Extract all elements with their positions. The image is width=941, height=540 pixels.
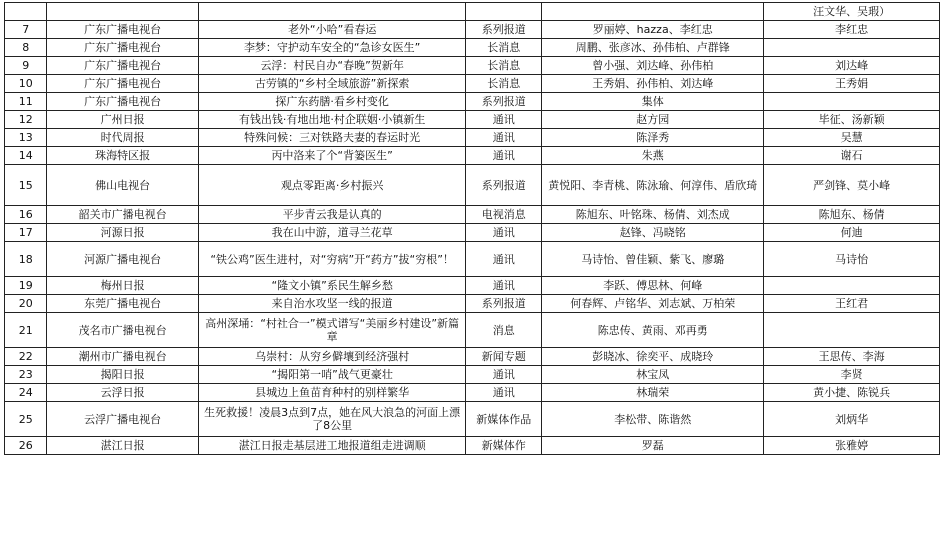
cell-outlet: 潮州市广播电视台 [47,348,198,366]
cell-no: 19 [5,277,47,295]
cell-editors: 刘炳华 [764,402,940,437]
cell-title: “隆文小镇”系民生解乡愁 [198,277,466,295]
cell-editors: 马诗怡 [764,242,940,277]
cell-type: 电视消息 [466,206,542,224]
cell-editors: 李红忠 [764,21,940,39]
cell-no: 11 [5,93,47,111]
cell-authors: 赵方园 [542,111,764,129]
table-row [5,295,940,313]
cell-editors [764,93,940,111]
cell-no: 9 [5,57,47,75]
cell-no: 13 [5,129,47,147]
table-row [5,384,940,402]
cell-title: 来自治水攻坚一线的报道 [198,295,466,313]
cell-editors [764,313,940,348]
table-row [5,277,940,295]
cell-authors: 林瑞荣 [542,384,764,402]
cell-editors: 吴慧 [764,129,940,147]
cell-title: 探广东药膳·看乡村变化 [198,93,466,111]
cell-title: 特殊问候：三对铁路夫妻的春运时光 [198,129,466,147]
cell-title: “铁公鸡”医生进村，对“穷病”开“药方”拔“穷根”！ [198,242,466,277]
cell-outlet: 河源广播电视台 [47,242,198,277]
cell-editors: 毕征、汤新颖 [764,111,940,129]
cell-outlet: 广东广播电视台 [47,21,198,39]
cell-type: 通讯 [466,224,542,242]
cell-outlet [47,3,198,21]
cell-editors [764,39,940,57]
cell-editors [764,277,940,295]
cell-editors: 李贤 [764,366,940,384]
cell-type: 通讯 [466,129,542,147]
cell-type: 新媒体作品 [466,402,542,437]
cell-outlet: 时代周报 [47,129,198,147]
cell-editors: 汪文华、吴瑕） [764,3,940,21]
table-row [5,366,940,384]
cell-authors: 陈忠传、黄雨、邓再勇 [542,313,764,348]
table-row [5,21,940,39]
cell-editors: 黄小捷、陈锐兵 [764,384,940,402]
cell-editors: 刘达峰 [764,57,940,75]
cell-editors: 何迪 [764,224,940,242]
cell-type: 系列报道 [466,165,542,206]
table-row [5,206,940,224]
table-row [5,348,940,366]
cell-no: 14 [5,147,47,165]
cell-authors: 曾小强、刘达峰、孙伟柏 [542,57,764,75]
cell-outlet: 梅州日报 [47,277,198,295]
cell-no: 24 [5,384,47,402]
cell-no: 21 [5,313,47,348]
table-row [5,129,940,147]
cell-type: 消息 [466,313,542,348]
cell-type: 系列报道 [466,21,542,39]
table-body [5,3,940,455]
cell-outlet: 湛江日报 [47,437,198,455]
cell-no: 8 [5,39,47,57]
table-row [5,402,940,437]
cell-no: 15 [5,165,47,206]
cell-authors: 李跃、傅思林、何峰 [542,277,764,295]
cell-authors: 陈泽秀 [542,129,764,147]
table-row [5,75,940,93]
cell-no: 23 [5,366,47,384]
table-row [5,437,940,455]
cell-type: 新闻专题 [466,348,542,366]
cell-no: 26 [5,437,47,455]
cell-authors: 马诗怡、曾佳颖、紫飞、廖璐 [542,242,764,277]
table-row [5,147,940,165]
cell-editors: 张雅婷 [764,437,940,455]
cell-type: 新媒体作 [466,437,542,455]
cell-editors: 王思传、李海 [764,348,940,366]
cell-outlet: 广东广播电视台 [47,39,198,57]
cell-outlet: 韶关市广播电视台 [47,206,198,224]
table-row [5,224,940,242]
cell-no: 16 [5,206,47,224]
cell-outlet: 广州日报 [47,111,198,129]
cell-type: 系列报道 [466,93,542,111]
cell-outlet: 广东广播电视台 [47,93,198,111]
cell-title: 老外“小哈”看春运 [198,21,466,39]
table-row [5,3,940,21]
cell-outlet: 东莞广播电视台 [47,295,198,313]
table-row [5,39,940,57]
cell-no: 18 [5,242,47,277]
cell-title [198,3,466,21]
cell-title: 观点零距离·乡村振兴 [198,165,466,206]
cell-type: 通讯 [466,242,542,277]
cell-type: 通讯 [466,277,542,295]
cell-editors: 王秀娟 [764,75,940,93]
table-row [5,111,940,129]
cell-title: 湛江日报走基层进工地报道组走进调顺 [198,437,466,455]
awards-table [4,2,940,455]
cell-editors: 严剑锋、莫小峰 [764,165,940,206]
cell-no: 25 [5,402,47,437]
cell-authors: 黄悦阳、李青桃、陈泳瑜、何淳伟、盾欣琦 [542,165,764,206]
cell-editors: 王红君 [764,295,940,313]
cell-type: 通讯 [466,366,542,384]
cell-no: 10 [5,75,47,93]
cell-title: 云浮：村民自办“春晚”贺新年 [198,57,466,75]
cell-title: 丙中洛来了个“背篓医生” [198,147,466,165]
cell-no: 12 [5,111,47,129]
cell-authors: 彭晓冰、徐奕平、成晓玲 [542,348,764,366]
cell-outlet: 河源日报 [47,224,198,242]
cell-type: 通讯 [466,384,542,402]
cell-authors: 罗丽婷、hazza、李红忠 [542,21,764,39]
cell-no [5,3,47,21]
cell-title: “揭阳第一哨”战气更豪壮 [198,366,466,384]
cell-no: 17 [5,224,47,242]
cell-outlet: 珠海特区报 [47,147,198,165]
cell-authors: 集体 [542,93,764,111]
cell-authors: 王秀娟、孙伟柏、刘达峰 [542,75,764,93]
cell-no: 20 [5,295,47,313]
cell-outlet: 茂名市广播电视台 [47,313,198,348]
cell-outlet: 广东广播电视台 [47,57,198,75]
table-row [5,242,940,277]
cell-editors: 谢石 [764,147,940,165]
cell-type [466,3,542,21]
cell-authors: 林宝凤 [542,366,764,384]
cell-title: 古劳镇的“乡村全域旅游”新探索 [198,75,466,93]
cell-outlet: 广东广播电视台 [47,75,198,93]
cell-title: 高州深埇：“村社合一”模式谱写“美丽乡村建设”新篇章 [198,313,466,348]
cell-editors: 陈旭东、杨倩 [764,206,940,224]
cell-authors: 罗磊 [542,437,764,455]
cell-type: 长消息 [466,57,542,75]
cell-no: 22 [5,348,47,366]
cell-authors: 陈旭东、叶铭珠、杨倩、刘杰成 [542,206,764,224]
cell-authors: 赵锋、冯晓铭 [542,224,764,242]
cell-authors: 李松带、陈谐然 [542,402,764,437]
table-row [5,165,940,206]
cell-authors: 周鹏、张彦冰、孙伟柏、卢群锋 [542,39,764,57]
cell-title: 李梦：守护动车安全的“急诊女医生” [198,39,466,57]
cell-title: 乌崇村：从穷乡僻壤到经济强村 [198,348,466,366]
table-row [5,93,940,111]
cell-authors: 何春辉、卢铭华、刘志斌、万柏荣 [542,295,764,313]
cell-outlet: 揭阳日报 [47,366,198,384]
cell-outlet: 云浮广播电视台 [47,402,198,437]
cell-title: 有钱出钱·有地出地·村企联姻·小镇新生 [198,111,466,129]
cell-title: 生死救援！凌晨3点到7点，她在风大浪急的河面上漂了8公里 [198,402,466,437]
table-row [5,313,940,348]
cell-outlet: 佛山电视台 [47,165,198,206]
cell-type: 通讯 [466,111,542,129]
table-row [5,57,940,75]
cell-authors [542,3,764,21]
cell-type: 通讯 [466,147,542,165]
cell-title: 县城边上鱼苗育种村的别样繁华 [198,384,466,402]
cell-authors: 朱燕 [542,147,764,165]
cell-type: 长消息 [466,39,542,57]
cell-title: 平步青云我是认真的 [198,206,466,224]
cell-outlet: 云浮日报 [47,384,198,402]
cell-type: 长消息 [466,75,542,93]
cell-type: 系列报道 [466,295,542,313]
cell-title: 我在山中游，道寻兰花草 [198,224,466,242]
cell-no: 7 [5,21,47,39]
